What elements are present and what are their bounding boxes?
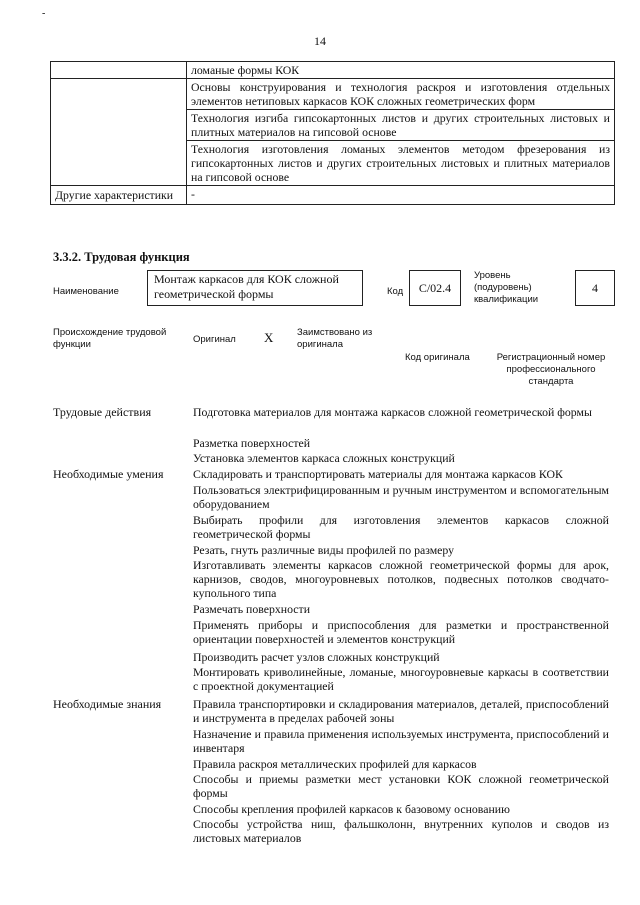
table-cell-left xyxy=(51,62,187,79)
code-original-label: Код оригинала xyxy=(405,352,470,363)
continuation-table xyxy=(50,61,615,205)
list-item: Применять приборы и приспособления для разметки и пространственной ориентации поверхностей и элементов конструкций xyxy=(193,618,609,647)
name-label: Наименование xyxy=(53,286,119,297)
function-name-box xyxy=(147,270,363,306)
list-item: Выбирать профили для изготовления элементов каркасов сложной геометрической формы xyxy=(193,513,609,542)
list-item: Пользоваться электрифицированным и ручным инструментом и вспомогательным оборудованием xyxy=(193,483,609,512)
skills-label: Необходимые умения xyxy=(53,467,164,481)
code-value: С/02.4 xyxy=(418,281,452,295)
list-item: Разметка поверхностей xyxy=(193,436,311,450)
list-item: Монтировать криволинейные, ломаные, многоуровневые каркасы в соответствии с проектной документацией xyxy=(193,665,609,694)
list-item: Резать, гнуть различные виды профилей по размеру xyxy=(193,543,455,557)
list-item: Правила раскроя металлических профилей для каркасов xyxy=(193,757,477,771)
table-row xyxy=(51,186,615,205)
list-item: Правила транспортировки и складирования материалов, деталей, приспособлений и инструмента в пределах рабочей зоны xyxy=(193,697,609,726)
level-value: 4 xyxy=(592,281,598,295)
registration-number-label: Регистрационный номер профессионального стандарта xyxy=(496,352,606,387)
table-cell-left xyxy=(51,141,187,186)
table-row xyxy=(51,79,615,110)
code-label: Код xyxy=(387,286,404,297)
list-item: Способы устройства ниш, фальшколонн, внутренних куполов и сводов из листовых материалов xyxy=(193,817,609,846)
list-item: Изготавливать элементы каркасов сложной геометрической формы для арок, карнизов, сводов, многоуровневых потолков, подвесных потолков сводчато-купольного типа xyxy=(193,558,609,601)
page-number: 14 xyxy=(314,34,326,48)
other-characteristics-value: - xyxy=(187,186,615,205)
table-cell-left xyxy=(51,110,187,141)
corner-mark: - xyxy=(42,8,46,19)
level-box xyxy=(575,270,615,306)
list-item: Назначение и правила применения используемых инструмента, приспособлений и инвентаря xyxy=(193,727,609,756)
function-name-value: Монтаж каркасов для КОК сложной геометрической формы xyxy=(154,272,339,301)
table-cell-right: Основы конструирования и технология раскроя и изготовления отдельных элементов нетиповых каркасов КОК сложных геометрических форм xyxy=(187,79,615,110)
original-mark: X xyxy=(264,330,274,345)
table-cell-right: Технология изготовления ломаных элементов методом фрезерования из гипсокартонных листов и других строительных листовых и плитных материалов на гипсовой основе xyxy=(187,141,615,186)
table-row xyxy=(51,62,615,79)
list-item: Способы и приемы разметки мест установки КОК сложной геометрической формы xyxy=(193,772,609,801)
code-box xyxy=(409,270,461,306)
table-cell-right: ломаные формы КОК xyxy=(187,62,615,79)
list-item: Подготовка материалов для монтажа каркасов сложной геометрической формы xyxy=(193,405,592,419)
list-item: Установка элементов каркаса сложных конструкций xyxy=(193,451,455,465)
borrowed-label: Заимствовано из оригинала xyxy=(297,327,373,350)
table-row xyxy=(51,110,615,141)
table-cell-left xyxy=(51,79,187,110)
labor-actions-label: Трудовые действия xyxy=(53,405,152,419)
section-title: 3.3.2. Трудовая функция xyxy=(53,250,190,264)
list-item: Складировать и транспортировать материалы для монтажа каркасов КОК xyxy=(193,467,563,481)
knowledge-label: Необходимые знания xyxy=(53,697,162,711)
other-characteristics-label: Другие характеристики xyxy=(51,186,187,205)
list-item: Размечать поверхности xyxy=(193,602,311,616)
origin-label: Происхождение трудовой функции xyxy=(53,327,167,350)
original-label: Оригинал xyxy=(193,334,236,345)
table-row xyxy=(51,141,615,186)
table-cell-right: Технология изгиба гипсокартонных листов и других строительных листовых и плитных материалов на гипсовой основе xyxy=(187,110,615,141)
list-item: Способы крепления профилей каркасов к базовому основанию xyxy=(193,802,510,816)
list-item: Производить расчет узлов сложных конструкций xyxy=(193,650,440,664)
level-label: Уровень (подуровень) квалификации xyxy=(474,270,539,305)
